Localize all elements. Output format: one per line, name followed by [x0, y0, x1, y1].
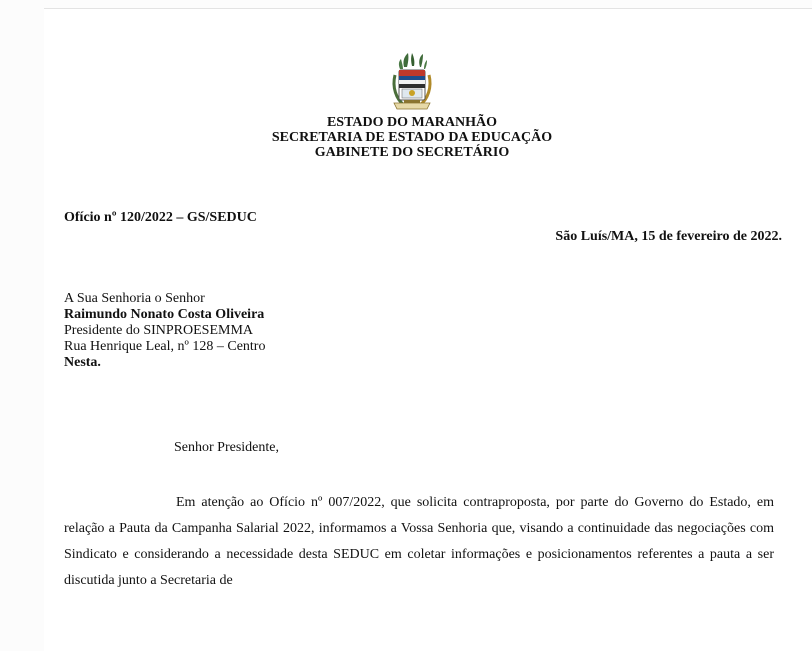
recipient-city: Nesta.	[64, 355, 101, 370]
recipient-address	[64, 291, 265, 371]
cabinet-name: GABINETE DO SECRETÁRIO	[314, 145, 510, 160]
secretariat-name: SECRETARIA DE ESTADO DA EDUCAÇÃO	[271, 130, 553, 145]
recipient-role: Presidente do SINPROESEMMA	[64, 323, 254, 338]
coat-of-arms-icon	[390, 53, 434, 111]
body-paragraph: Em atenção ao Ofício nº 007/2022, que solicita contraproposta, por parte do Governo do Estado, em relação a Pauta da Campanha Salarial 2022, informamos a Vossa Senhoria que, visando a continuidade das negociações com Sindicato e considerando a necessidade desta SEDUC em coletar informações e posicionamentos referentes a pauta a ser discutida junto a Secretaria de	[64, 495, 774, 588]
address-line-greeting: A Sua Senhoria o Senhor	[64, 291, 205, 306]
salutation: Senhor Presidente,	[174, 440, 279, 455]
letterhead	[44, 115, 780, 160]
recipient-name: Raimundo Nonato Costa Oliveira	[64, 307, 265, 322]
oficio-reference: Ofício nº 120/2022 – GS/SEDUC	[64, 210, 257, 225]
document-page	[44, 8, 812, 651]
recipient-street: Rua Henrique Leal, nº 128 – Centro	[64, 339, 266, 354]
state-name: ESTADO DO MARANHÃO	[326, 115, 498, 130]
date-line: São Luís/MA, 15 de fevereiro de 2022.	[555, 229, 782, 244]
